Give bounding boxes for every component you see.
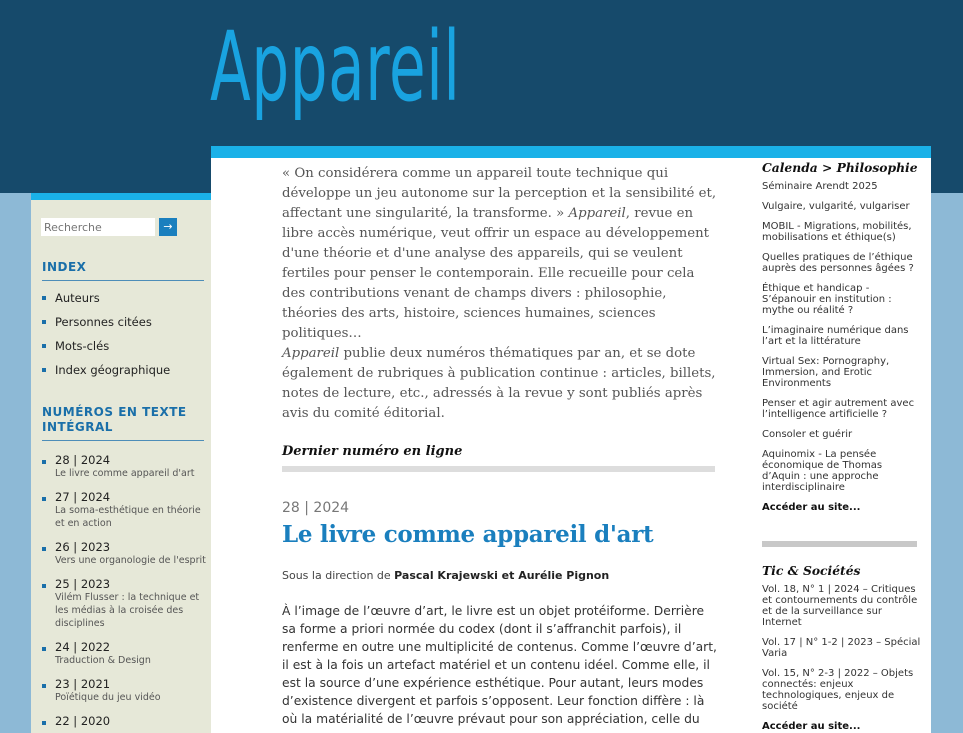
right-column (762, 160, 922, 732)
calenda-item[interactable]: L’imaginaire numérique dans l’art et la littérature (762, 325, 909, 347)
issue-number[interactable]: 28 | 2024 (55, 453, 111, 467)
calenda-item[interactable]: Quelles pratiques de l’éthique auprès des personnes âgées ? (762, 252, 914, 274)
right-divider (762, 541, 917, 547)
index-list (42, 286, 207, 382)
issue-editors: Pascal Krajewski et Aurélie Pignon (394, 569, 610, 582)
issues-list (42, 453, 207, 733)
issue-title[interactable]: Traduction & Design (55, 655, 151, 666)
issue-item[interactable] (42, 677, 207, 704)
issue-number[interactable]: 25 | 2023 (55, 577, 111, 591)
issue-direction: Sous la direction de Pascal Krajewski et Aurélie Pignon (282, 569, 610, 582)
index-item-personnes-citees[interactable]: Personnes citées (42, 310, 207, 334)
tic-heading[interactable]: Tic & Sociétés (762, 563, 861, 578)
calenda-item[interactable]: Aquinomix - La pensée économique de Thomas d’Aquin : une approche interdisciplinaire (762, 449, 883, 493)
tic-item[interactable]: Vol. 15, N° 2-3 | 2022 – Objets connectés: enjeux technologiques, enjeux de société (762, 668, 914, 712)
issue-title[interactable]: La soma-esthétique en théorie et en action (55, 505, 201, 529)
calenda-item[interactable]: Vulgaire, vulgarité, vulgariser (762, 201, 910, 212)
issue-number[interactable]: 23 | 2021 (55, 677, 111, 691)
intro-paragraph-1: « On considérera comme un appareil toute technique qui développe un jeu autonome sur la perception et la sensibilité et, affectant une singularité, la transforme. » Appareil, revue en libre accès numérique, veut offrir un espace au développement d'une théorie et d'une analyse des appareils, qui se veulent fertiles pour penser le contemporain. Elle recueille pour cela des contributions venant de champs divers : philosophie, théories des arts, histoire, sciences humaines, sciences politiques… (282, 166, 717, 341)
index-item-mots-cles[interactable]: Mots-clés (42, 334, 207, 358)
issue-description: À l’image de l’œuvre d’art, le livre est un objet protéiforme. Derrière sa forme a priori normée du codex (dont il s’affranchit parfois), il renferme en outre une multiplicité de contenus. Comme l’œuvre d’art, il est à la fois un artefact matériel et un contenu idéel. Comme elle, il est la source d’une expérience esthétique. Pour autant, leurs modes d’existence divergent et parfois s’opposent. Leur fonction diffère : là où la matérialité de l’œuvre prévaut pour son appréciation, celle du (282, 604, 717, 726)
calenda-heading[interactable]: Calenda > Philosophie (762, 160, 918, 175)
issues-heading: NUMÉROS EN TEXTE INTÉGRAL (42, 405, 204, 441)
issue-number[interactable]: 27 | 2024 (55, 490, 111, 504)
issue-number[interactable]: 22 | 2020 (55, 714, 111, 728)
issue-item[interactable] (42, 453, 207, 480)
calenda-site-link[interactable]: Accéder au site... (762, 502, 861, 513)
issue-item[interactable] (42, 540, 207, 567)
issue-title[interactable]: Poïétique du jeu vidéo (55, 692, 161, 703)
intro-text (282, 164, 718, 424)
index-item-auteurs[interactable]: Auteurs (42, 286, 207, 310)
sidebar-accent-bar (31, 193, 211, 200)
issue-item[interactable] (42, 577, 207, 630)
index-item-index-geographique[interactable]: Index géographique (42, 358, 207, 382)
main-accent-bar (211, 146, 931, 158)
tic-site-link[interactable]: Accéder au site... (762, 721, 861, 732)
search-button[interactable] (159, 218, 177, 236)
issue-item[interactable] (42, 640, 207, 667)
issue-title[interactable]: Le livre comme appareil d'art (55, 468, 195, 479)
latest-issue-title[interactable]: Le livre comme appareil d'art (282, 521, 654, 548)
calenda-item[interactable]: MOBIL - Migrations, mobilités, mobilisations et éthique(s) (762, 221, 912, 243)
section-divider (282, 466, 715, 472)
issue-item[interactable] (42, 490, 207, 530)
issue-number[interactable]: 26 | 2023 (55, 540, 111, 554)
calenda-item[interactable]: Séminaire Arendt 2025 (762, 181, 878, 192)
calenda-item[interactable]: Penser et agir autrement avec l’intelligence artificielle ? (762, 398, 915, 420)
site-logo[interactable]: Appareil (210, 11, 461, 123)
latest-issue-label: Dernier numéro en ligne (282, 444, 463, 459)
calenda-item[interactable]: Virtual Sex: Pornography, Immersion, and Erotic Environments (762, 356, 890, 389)
calenda-item[interactable]: Consoler et guérir (762, 429, 853, 440)
calenda-item[interactable]: Éthique et handicap - S’épanouir en institution : mythe ou réalité ? (762, 283, 892, 316)
issue-number[interactable]: 24 | 2022 (55, 640, 111, 654)
issue-title[interactable]: Vilém Flusser : la technique et les médias à la croisée des disciplines (55, 592, 200, 629)
arrow-right-icon: → (163, 220, 173, 233)
issue-item[interactable] (42, 714, 207, 728)
tic-item[interactable]: Vol. 17 | N° 1-2 | 2023 – Spécial Varia (762, 637, 921, 659)
issue-title[interactable]: Vers une organologie de l'esprit (55, 555, 206, 566)
latest-issue-number: 28 | 2024 (282, 500, 350, 516)
intro-paragraph-2: Appareil publie deux numéros thématiques par an, et se dote également de rubriques à publication continue : articles, billets, notes de lecture, etc., adressés à la revue y sont publiés après avis du comité éditorial. (282, 346, 716, 421)
tic-item[interactable]: Vol. 18, N° 1 | 2024 – Critiques et contournements du contrôle et de la surveillance sur Internet (762, 584, 918, 628)
index-heading: INDEX (42, 260, 204, 281)
search-input[interactable] (41, 218, 155, 236)
sidebar (31, 200, 211, 733)
